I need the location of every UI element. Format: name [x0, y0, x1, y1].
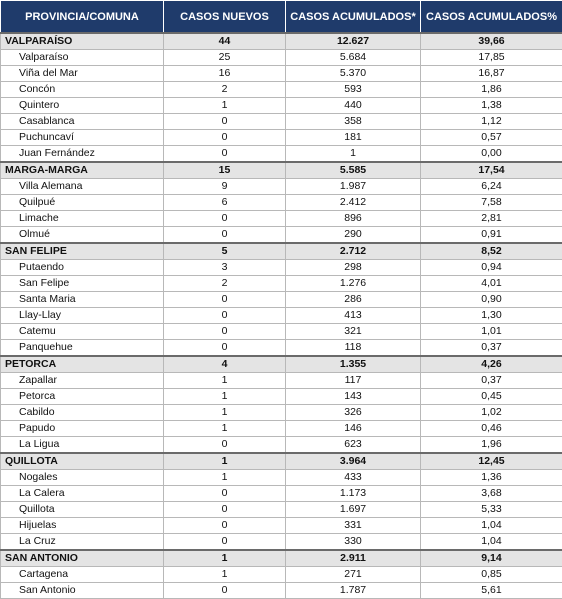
- cell-casos-acumulados-pct: 0,94: [421, 260, 562, 276]
- cell-casos-nuevos: 0: [164, 227, 286, 244]
- cell-casos-acumulados: 5.585: [286, 162, 421, 179]
- cell-casos-acumulados-pct: 5,33: [421, 502, 562, 518]
- cell-name: Nogales: [1, 470, 164, 486]
- cell-casos-acumulados: 433: [286, 470, 421, 486]
- cell-casos-nuevos: 0: [164, 486, 286, 502]
- cell-casos-acumulados-pct: 7,58: [421, 195, 562, 211]
- cell-casos-nuevos: 9: [164, 179, 286, 195]
- cell-casos-acumulados: 1.173: [286, 486, 421, 502]
- cell-casos-nuevos: 2: [164, 276, 286, 292]
- cell-name: Concón: [1, 82, 164, 98]
- cell-casos-acumulados: 286: [286, 292, 421, 308]
- cell-casos-acumulados: 623: [286, 437, 421, 454]
- cell-casos-nuevos: 0: [164, 146, 286, 163]
- cell-name: Putaendo: [1, 260, 164, 276]
- cell-casos-acumulados: 146: [286, 421, 421, 437]
- cell-name: SAN ANTONIO: [1, 550, 164, 567]
- cell-casos-nuevos: 0: [164, 114, 286, 130]
- comuna-row: [1, 292, 562, 308]
- cell-casos-acumulados-pct: 17,54: [421, 162, 562, 179]
- cell-name: Valparaíso: [1, 50, 164, 66]
- cell-casos-acumulados: 181: [286, 130, 421, 146]
- cell-casos-acumulados: 440: [286, 98, 421, 114]
- cell-casos-nuevos: 4: [164, 356, 286, 373]
- cell-casos-acumulados: 2.412: [286, 195, 421, 211]
- cell-name: Cartagena: [1, 567, 164, 583]
- cell-name: MARGA-MARGA: [1, 162, 164, 179]
- cell-casos-nuevos: 1: [164, 405, 286, 421]
- cell-casos-nuevos: 0: [164, 340, 286, 357]
- comuna-row: [1, 373, 562, 389]
- comuna-row: [1, 389, 562, 405]
- cell-casos-acumulados: 413: [286, 308, 421, 324]
- table-header: [1, 1, 562, 34]
- cell-name: SAN FELIPE: [1, 243, 164, 260]
- cell-casos-acumulados-pct: 6,24: [421, 179, 562, 195]
- cell-casos-nuevos: 0: [164, 292, 286, 308]
- cell-casos-acumulados-pct: 0,45: [421, 389, 562, 405]
- cell-casos-acumulados-pct: 0,46: [421, 421, 562, 437]
- cell-casos-acumulados-pct: 0,85: [421, 567, 562, 583]
- header-casos-acumulados-pct: CASOS ACUMULADOS%: [421, 1, 562, 34]
- province-row: [1, 162, 562, 179]
- cell-casos-acumulados-pct: 0,37: [421, 340, 562, 357]
- cell-casos-acumulados-pct: 16,87: [421, 66, 562, 82]
- cell-casos-acumulados: 5.370: [286, 66, 421, 82]
- cell-name: San Felipe: [1, 276, 164, 292]
- province-row: [1, 453, 562, 470]
- comuna-row: [1, 82, 562, 98]
- cell-casos-nuevos: 0: [164, 437, 286, 454]
- cell-casos-nuevos: 1: [164, 373, 286, 389]
- cell-casos-acumulados-pct: 0,57: [421, 130, 562, 146]
- cell-casos-nuevos: 0: [164, 211, 286, 227]
- cell-casos-acumulados: 117: [286, 373, 421, 389]
- cell-casos-acumulados: 330: [286, 534, 421, 551]
- cell-casos-nuevos: 1: [164, 567, 286, 583]
- cell-casos-acumulados: 1.276: [286, 276, 421, 292]
- cell-casos-acumulados: 321: [286, 324, 421, 340]
- cell-casos-nuevos: 1: [164, 453, 286, 470]
- cell-casos-acumulados-pct: 0,00: [421, 146, 562, 163]
- cell-casos-nuevos: 1: [164, 550, 286, 567]
- cell-casos-acumulados-pct: 4,01: [421, 276, 562, 292]
- cell-casos-nuevos: 0: [164, 583, 286, 599]
- cell-casos-acumulados: 358: [286, 114, 421, 130]
- cell-name: La Ligua: [1, 437, 164, 454]
- comuna-row: [1, 340, 562, 357]
- comuna-row: [1, 421, 562, 437]
- cell-name: PETORCA: [1, 356, 164, 373]
- cell-casos-nuevos: 1: [164, 470, 286, 486]
- cell-name: Villa Alemana: [1, 179, 164, 195]
- cell-casos-acumulados-pct: 1,36: [421, 470, 562, 486]
- table-body: [1, 33, 562, 599]
- comuna-row: [1, 437, 562, 454]
- cell-name: QUILLOTA: [1, 453, 164, 470]
- cell-name: Juan Fernández: [1, 146, 164, 163]
- province-row: [1, 356, 562, 373]
- cell-casos-nuevos: 2: [164, 82, 286, 98]
- cell-casos-acumulados: 3.964: [286, 453, 421, 470]
- comuna-row: [1, 146, 562, 163]
- comuna-row: [1, 50, 562, 66]
- cell-casos-acumulados-pct: 0,37: [421, 373, 562, 389]
- cell-casos-acumulados-pct: 1,01: [421, 324, 562, 340]
- cell-name: San Antonio: [1, 583, 164, 599]
- province-row: [1, 33, 562, 50]
- cell-casos-acumulados-pct: 12,45: [421, 453, 562, 470]
- cell-casos-nuevos: 44: [164, 33, 286, 50]
- cell-casos-nuevos: 0: [164, 324, 286, 340]
- cell-casos-acumulados-pct: 1,04: [421, 518, 562, 534]
- cell-casos-acumulados-pct: 4,26: [421, 356, 562, 373]
- cell-name: Viña del Mar: [1, 66, 164, 82]
- cell-name: Quintero: [1, 98, 164, 114]
- cell-casos-nuevos: 25: [164, 50, 286, 66]
- cell-casos-nuevos: 0: [164, 502, 286, 518]
- cell-casos-acumulados-pct: 1,02: [421, 405, 562, 421]
- comuna-row: [1, 130, 562, 146]
- cell-name: Petorca: [1, 389, 164, 405]
- cell-casos-nuevos: 6: [164, 195, 286, 211]
- cell-name: Quillota: [1, 502, 164, 518]
- comuna-row: [1, 211, 562, 227]
- cell-name: VALPARAÍSO: [1, 33, 164, 50]
- cell-casos-acumulados: 1: [286, 146, 421, 163]
- cell-casos-acumulados-pct: 1,86: [421, 82, 562, 98]
- cell-casos-nuevos: 1: [164, 98, 286, 114]
- cell-casos-acumulados-pct: 1,30: [421, 308, 562, 324]
- province-row: [1, 550, 562, 567]
- cell-casos-acumulados: 298: [286, 260, 421, 276]
- comuna-row: [1, 276, 562, 292]
- comuna-row: [1, 114, 562, 130]
- cell-casos-acumulados: 143: [286, 389, 421, 405]
- cell-casos-acumulados: 896: [286, 211, 421, 227]
- comuna-row: [1, 518, 562, 534]
- cell-casos-nuevos: 3: [164, 260, 286, 276]
- cell-name: La Cruz: [1, 534, 164, 551]
- cell-name: La Calera: [1, 486, 164, 502]
- cell-casos-acumulados: 271: [286, 567, 421, 583]
- cell-casos-acumulados-pct: 8,52: [421, 243, 562, 260]
- cell-casos-acumulados: 593: [286, 82, 421, 98]
- cell-casos-acumulados-pct: 3,68: [421, 486, 562, 502]
- cell-casos-acumulados-pct: 1,04: [421, 534, 562, 551]
- comuna-row: [1, 195, 562, 211]
- cell-casos-acumulados-pct: 1,96: [421, 437, 562, 454]
- comuna-row: [1, 227, 562, 244]
- cell-name: Puchuncaví: [1, 130, 164, 146]
- cell-name: Cabildo: [1, 405, 164, 421]
- cell-name: Santa Maria: [1, 292, 164, 308]
- cell-casos-acumulados: 1.987: [286, 179, 421, 195]
- cell-casos-acumulados: 5.684: [286, 50, 421, 66]
- cell-casos-acumulados-pct: 0,91: [421, 227, 562, 244]
- cell-casos-acumulados-pct: 9,14: [421, 550, 562, 567]
- comuna-row: [1, 486, 562, 502]
- comuna-row: [1, 405, 562, 421]
- cell-name: Catemu: [1, 324, 164, 340]
- cell-name: Llay-Llay: [1, 308, 164, 324]
- cell-casos-acumulados-pct: 2,81: [421, 211, 562, 227]
- cell-casos-nuevos: 1: [164, 389, 286, 405]
- comuna-row: [1, 98, 562, 114]
- comuna-row: [1, 179, 562, 195]
- cell-name: Olmué: [1, 227, 164, 244]
- cell-casos-nuevos: 0: [164, 534, 286, 551]
- header-casos-nuevos: CASOS NUEVOS: [164, 1, 286, 34]
- cell-casos-nuevos: 0: [164, 518, 286, 534]
- comuna-row: [1, 66, 562, 82]
- cell-casos-acumulados: 1.697: [286, 502, 421, 518]
- cell-casos-acumulados: 2.911: [286, 550, 421, 567]
- cell-casos-nuevos: 16: [164, 66, 286, 82]
- comuna-row: [1, 324, 562, 340]
- cell-name: Quilpué: [1, 195, 164, 211]
- cell-casos-nuevos: 15: [164, 162, 286, 179]
- cell-casos-acumulados: 12.627: [286, 33, 421, 50]
- cell-casos-acumulados: 1.355: [286, 356, 421, 373]
- cell-casos-acumulados-pct: 1,38: [421, 98, 562, 114]
- comuna-row: [1, 583, 562, 599]
- cell-casos-acumulados: 1.787: [286, 583, 421, 599]
- cell-name: Panquehue: [1, 340, 164, 357]
- comuna-row: [1, 260, 562, 276]
- cell-casos-acumulados-pct: 5,61: [421, 583, 562, 599]
- cell-name: Zapallar: [1, 373, 164, 389]
- cell-casos-nuevos: 5: [164, 243, 286, 260]
- cell-casos-nuevos: 0: [164, 130, 286, 146]
- header-casos-acumulados: CASOS ACUMULADOS*: [286, 1, 421, 34]
- cell-casos-acumulados-pct: 1,12: [421, 114, 562, 130]
- province-row: [1, 243, 562, 260]
- cell-casos-acumulados-pct: 0,90: [421, 292, 562, 308]
- cell-casos-acumulados: 326: [286, 405, 421, 421]
- comuna-row: [1, 534, 562, 551]
- comuna-row: [1, 502, 562, 518]
- cell-name: Limache: [1, 211, 164, 227]
- comuna-row: [1, 567, 562, 583]
- cell-name: Casablanca: [1, 114, 164, 130]
- cell-casos-acumulados: 290: [286, 227, 421, 244]
- cell-casos-acumulados: 118: [286, 340, 421, 357]
- cell-casos-nuevos: 1: [164, 421, 286, 437]
- cell-name: Hijuelas: [1, 518, 164, 534]
- comuna-row: [1, 308, 562, 324]
- cell-casos-acumulados-pct: 39,66: [421, 33, 562, 50]
- comuna-row: [1, 470, 562, 486]
- header-row: [1, 1, 562, 34]
- cell-casos-acumulados: 2.712: [286, 243, 421, 260]
- cell-casos-nuevos: 0: [164, 308, 286, 324]
- cell-casos-acumulados: 331: [286, 518, 421, 534]
- cell-casos-acumulados-pct: 17,85: [421, 50, 562, 66]
- cell-name: Papudo: [1, 421, 164, 437]
- header-provincia-comuna: PROVINCIA/COMUNA: [1, 1, 164, 34]
